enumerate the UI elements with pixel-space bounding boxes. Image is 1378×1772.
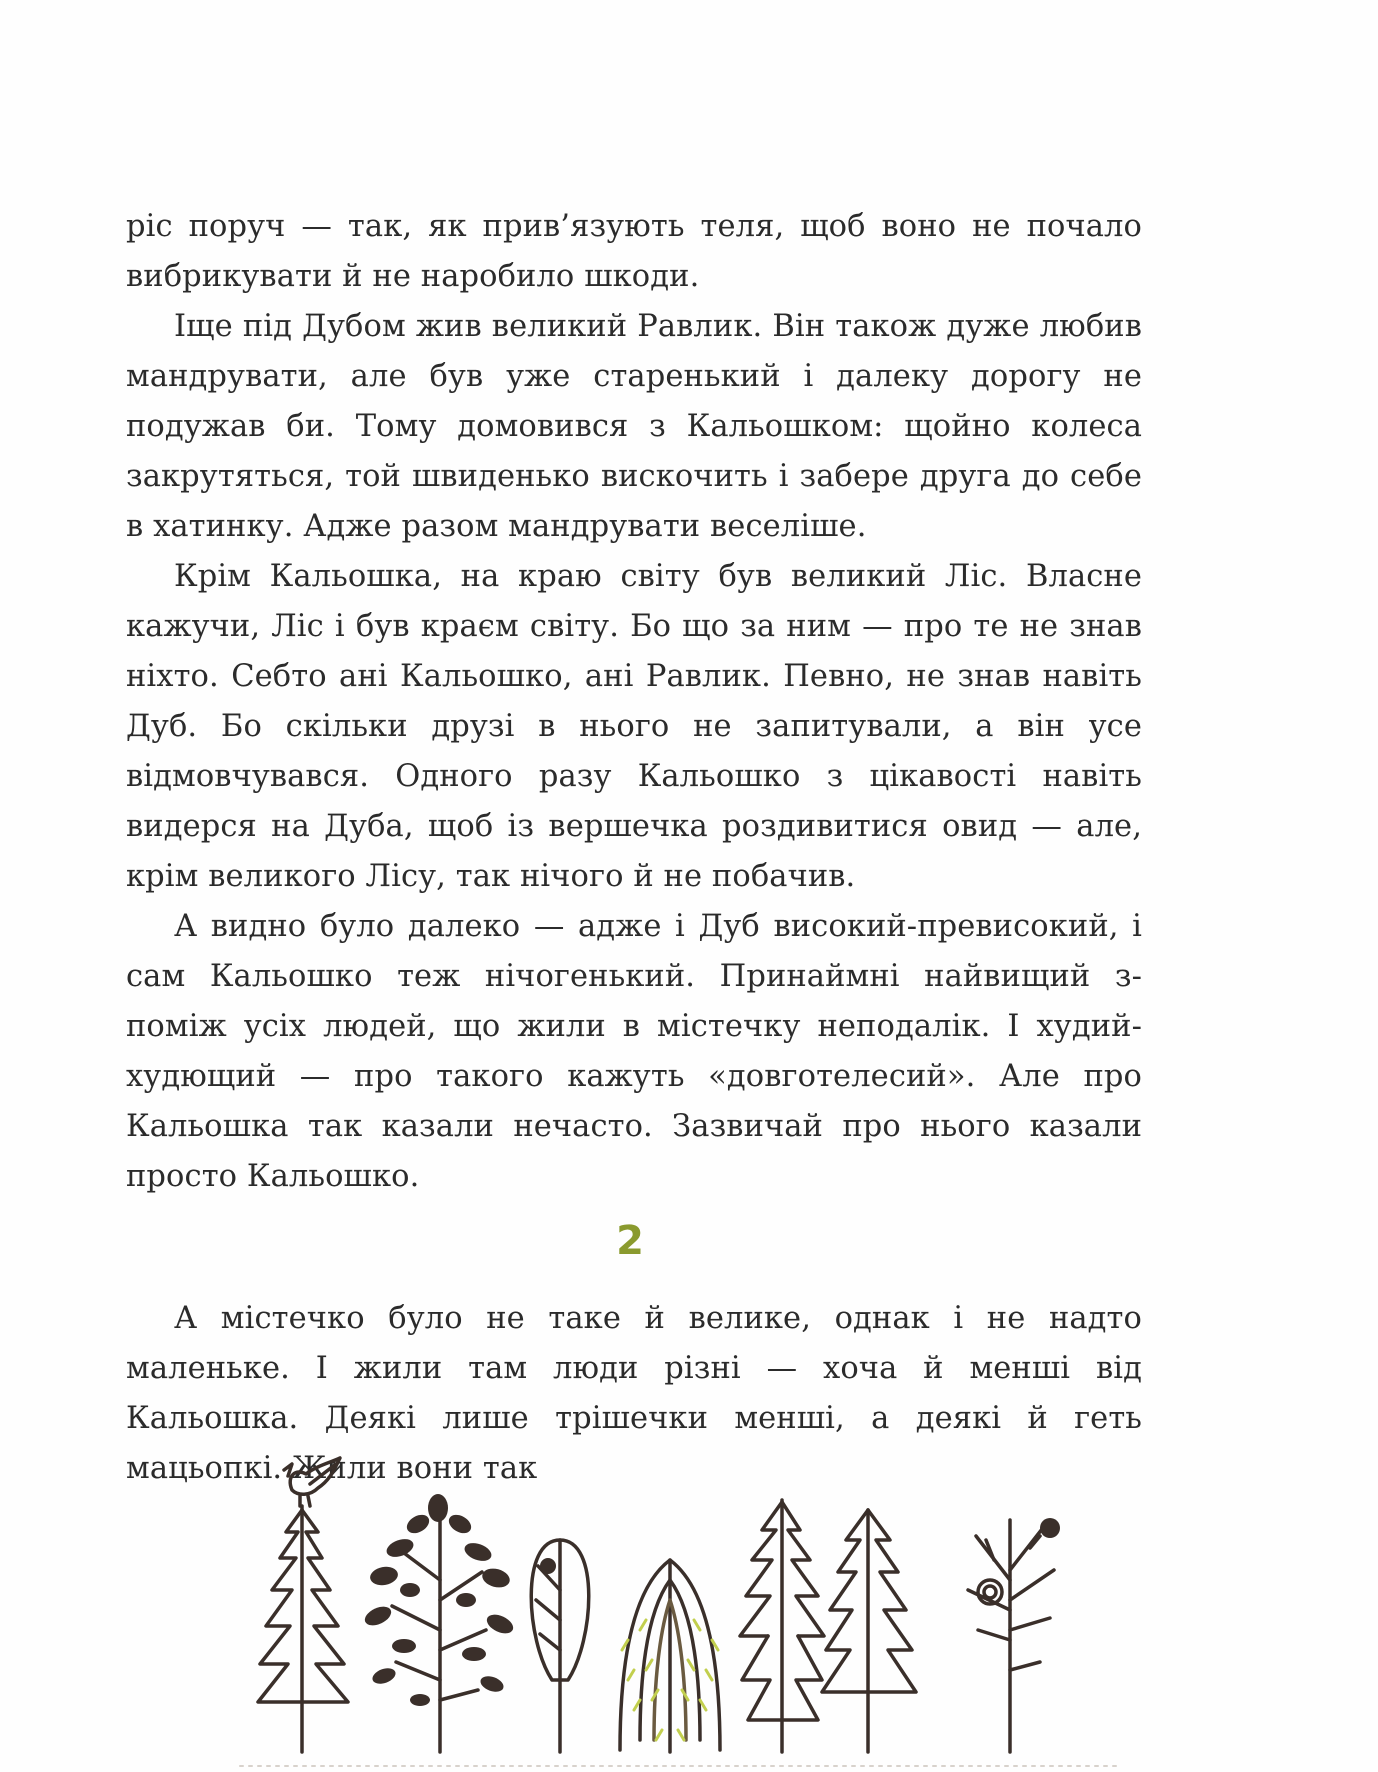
bird-icon — [284, 1458, 340, 1506]
willow-tree-icon — [620, 1560, 720, 1752]
spruce-tree-icon — [822, 1510, 916, 1752]
forest-illustration — [0, 1440, 1378, 1772]
paragraph-continued: ріс поруч — так, як прив’язують теля, щоб воно не почало вибрикувати й не наробило шкоди. — [126, 209, 1142, 294]
chapter-number: 2 — [616, 1218, 644, 1264]
paragraph: Крім Кальошка, на краю світу був великий Ліс. Власне кажучи, Ліс і був краєм світу. Бо що за ним — про те не знав ніхто. Себто ані Кальошко, ані Равлик. Певно, не знав навіть Дуб. Бо скільки друзі в нього не запитували, а він усе відмовчувався. Одного разу Кальошко з цікавості навіть видерся на Дуба, щоб із вершечка роздивитися овид — але, крім великого Лісу, так нічого й не побачив. — [126, 559, 1142, 894]
paragraph: Іще під Дубом жив великий Равлик. Він також дуже любив мандрувати, але був уже старенький і далеку дорогу не подужав би. Тому домовився з Кальошком: щойно колеса закрутяться, той швиденько вискочить і забере друга до себе в хатинку. Адже разом мандрувати веселіше. — [126, 309, 1142, 544]
text-block-top — [126, 202, 1142, 1202]
paragraph: А видно було далеко — адже і Дуб високий-превисокий, і сам Кальошко теж нічогенький. Принаймні найвищий з-поміж усіх людей, що жили в містечку неподалік. І худий-худющий — про такого кажуть «довготелесий». Але про Кальошка так казали нечасто. Зазвичай про нього казали просто Кальошко. — [126, 909, 1142, 1194]
paragraph: А містечко було не таке й велике, однак і не надто маленьке. І жили там люди різні — хоча й менші від Кальошка. Деякі лише трішечки менші, а деякі й геть мацьопкі. Жили вони так — [126, 1301, 1142, 1486]
spruce-tree-icon — [740, 1500, 824, 1752]
bare-tree-icon — [968, 1518, 1060, 1752]
fir-tree-icon — [258, 1506, 348, 1752]
leafy-tree-icon — [362, 1494, 516, 1752]
round-tree-icon — [531, 1540, 589, 1752]
